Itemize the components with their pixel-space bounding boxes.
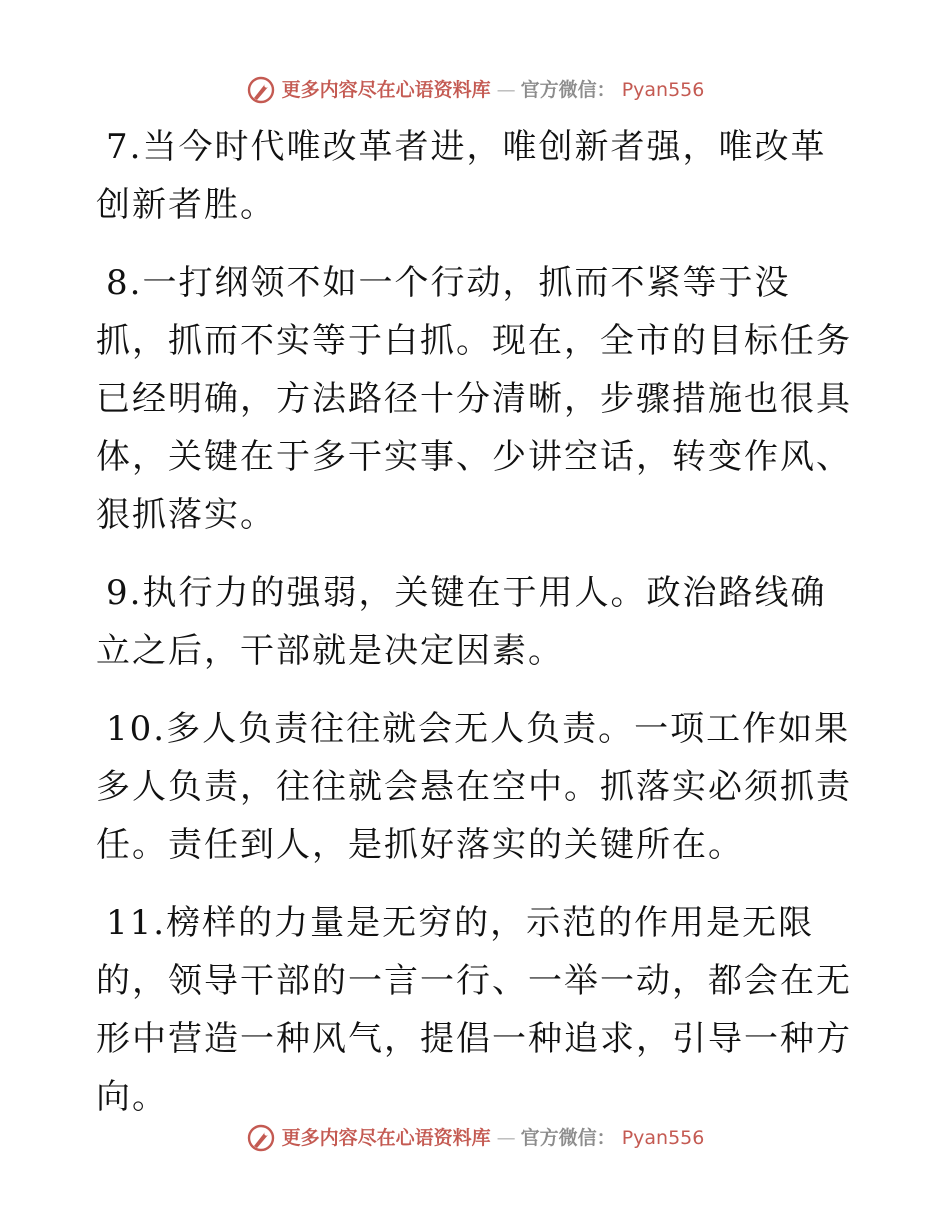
pen-nib-circle-icon	[246, 75, 276, 105]
paragraph-item-8: 8.一打纲领不如一个行动，抓而不紧等于没抓，抓而不实等于白抓。现在，全市的目标任务已经明确，方法路径十分清晰，步骤措施也很具体，关键在于多干实事、少讲空话，转变作风、狠抓落实。	[96, 263, 852, 535]
watermark-official-label: 官方微信：	[520, 1126, 616, 1149]
pen-nib-circle-icon	[246, 1123, 276, 1153]
paragraph-item-7: 7.当今时代唯改革者进，唯创新者强，唯改革创新者胜。	[96, 127, 827, 225]
watermark-account: Pyan556	[621, 1126, 705, 1149]
watermark-official-label: 官方微信：	[520, 78, 616, 101]
footer-watermark	[0, 1118, 950, 1158]
paragraph-item-9: 9.执行力的强弱，关键在于用人。政治路线确立之后，干部就是决定因素。	[96, 573, 827, 671]
paragraph-item-11: 11.榜样的力量是无穷的，示范的作用是无限的，领导干部的一言一行、一举一动，都会在无形中营造一种风气，提倡一种追求，引导一种方向。	[96, 903, 852, 1117]
paragraph-item-10: 10.多人负责往往就会无人负责。一项工作如果多人负责，往往就会悬在空中。抓落实必须抓责任。责任到人，是抓好落实的关键所在。	[96, 709, 852, 865]
header-watermark	[0, 70, 950, 110]
watermark-main-text: 更多内容尽在心语资料库	[281, 1126, 491, 1149]
watermark-account: Pyan556	[621, 78, 705, 101]
watermark-dash: —	[496, 78, 515, 101]
watermark-main-text: 更多内容尽在心语资料库	[281, 78, 491, 101]
document-body	[96, 118, 856, 1149]
watermark-dash: —	[496, 1126, 515, 1149]
